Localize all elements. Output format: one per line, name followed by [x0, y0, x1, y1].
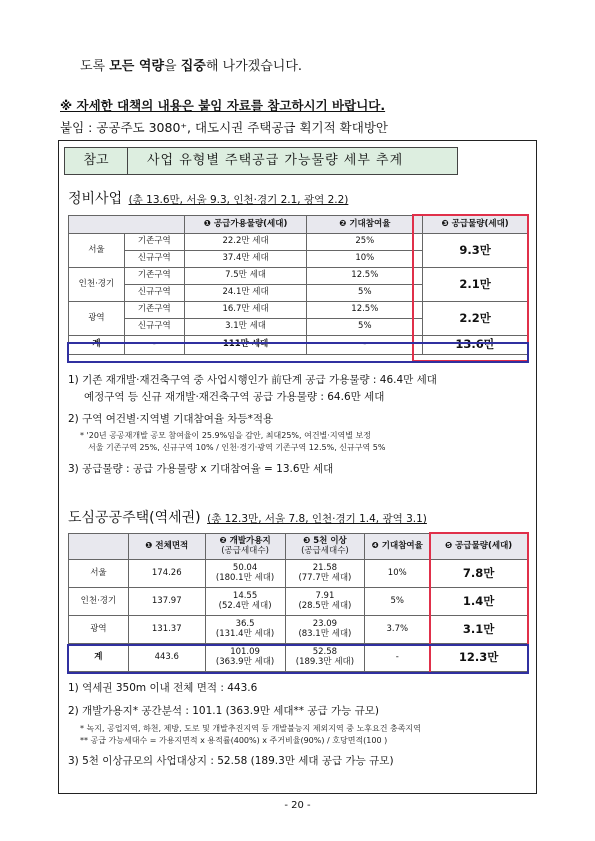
type-cell: 기존구역	[124, 302, 184, 319]
region-cell: 광역	[69, 616, 129, 644]
header-dev: ❷ 개발가용지 (공급세대수)	[205, 534, 285, 560]
result-cell: 3.1만	[430, 616, 528, 644]
region-cell: 서울	[69, 234, 125, 268]
total-type: -	[124, 336, 184, 355]
total-row	[69, 336, 528, 355]
table-header-row	[69, 216, 528, 234]
result-cell: 2.1만	[423, 268, 528, 302]
header-result: ❸ 공급물량(세대)	[423, 216, 528, 234]
type-cell: 기존구역	[124, 234, 184, 251]
result-cell: 2.2만	[423, 302, 528, 336]
dev-cell: 14.55 (52.4만 세대)	[205, 588, 285, 616]
section2-table	[68, 533, 528, 672]
region-cell: 서울	[69, 560, 129, 588]
section2-summary: (총 12.3만, 서울 7.8, 인천·경기 1.4, 광역 3.1)	[207, 513, 427, 525]
dev-cell: 50.04 (180.1만 세대)	[205, 560, 285, 588]
rate-cell: 3.7%	[365, 616, 430, 644]
rate-cell: 12.5%	[307, 268, 423, 285]
rate-cell: 5%	[307, 319, 423, 336]
total-result: 12.3만	[430, 644, 528, 672]
header-area: ❶ 전체면적	[128, 534, 205, 560]
region-cell: 인천·경기	[69, 268, 125, 302]
supply-cell: 7.5만 세대	[184, 268, 307, 285]
type-cell: 신규구역	[124, 251, 184, 268]
region-cell: 인천·경기	[69, 588, 129, 616]
note1b: 예정구역 등 신규 재개발·재건축구역 공급 가용물량 : 64.6만 세대	[84, 391, 385, 403]
supply-cell: 37.4만 세대	[184, 251, 307, 268]
table-row	[69, 560, 528, 588]
result-cell: 1.4만	[430, 588, 528, 616]
table-row	[69, 588, 528, 616]
reference-tag: 참고	[65, 148, 128, 174]
region-cell: 광역	[69, 302, 125, 336]
over-cell: 21.58 (77.7만 세대)	[285, 560, 365, 588]
area-cell: 137.97	[128, 588, 205, 616]
rate-cell: 10%	[365, 560, 430, 588]
table-row	[69, 234, 528, 251]
dev-cell: 36.5 (131.4만 세대)	[205, 616, 285, 644]
footnote1: * 녹지, 공업지역, 하천, 제방, 도로 및 개발추진지역 등 개발불능지 제외지역 중 노후요건 충족지역	[80, 724, 421, 733]
area-cell: 131.37	[128, 616, 205, 644]
section1-summary: (총 13.6만, 서울 9.3, 인천·경기 2.1, 광역 2.2)	[128, 194, 349, 206]
note3: 3) 5천 이상규모의 사업대상지 : 52.58 (189.3만 세대 공급 가능 규모)	[68, 755, 394, 767]
total-row	[69, 644, 528, 672]
header-empty	[69, 216, 185, 234]
page-number: - 20 -	[284, 800, 311, 811]
rate-cell: 25%	[307, 234, 423, 251]
note2: 2) 개발가용지* 공간분석 : 101.1 (363.9만 세대** 공급 가능 규모)	[68, 705, 379, 717]
total-label: 계	[69, 336, 125, 355]
supply-cell: 16.7만 세대	[184, 302, 307, 319]
result-cell: 7.8만	[430, 560, 528, 588]
dev-cell: 101.09 (363.9만 세대)	[205, 644, 285, 672]
supply-cell: 3.1만 세대	[184, 319, 307, 336]
over-cell: 52.58 (189.3만 세대)	[285, 644, 365, 672]
rate-cell: 12.5%	[307, 302, 423, 319]
section2-heading	[68, 507, 427, 527]
section1-table	[68, 215, 528, 355]
reference-title: 사업 유형별 주택공급 가능물량 세부 추계	[147, 153, 404, 168]
section1-heading	[68, 188, 348, 208]
intro-line: 도록 모든 역량을 집중해 나가겠습니다.	[80, 59, 303, 74]
footnote2: 서울 기존구역 25%, 신규구역 10% / 인천·경기·광역 기존구역 12.5%, 신규구역 5%	[88, 443, 386, 452]
table-header-row	[69, 534, 528, 560]
header-supply: ❶ 공급가용물량(세대)	[184, 216, 307, 234]
section2-notes	[68, 680, 533, 770]
table-row	[69, 268, 528, 285]
type-cell: 신규구역	[124, 319, 184, 336]
header-empty	[69, 534, 129, 560]
rate-cell: -	[365, 644, 430, 672]
notice-line: ※ 자세한 대책의 내용은 붙임 자료를 참고하시기 바랍니다.	[60, 98, 386, 113]
rate-cell: 5%	[365, 588, 430, 616]
attachment-line: 붙임 : 공공주도 3080⁺, 대도시권 주택공급 획기적 확대방안	[60, 120, 388, 135]
header-rate: ❷ 기대참여율	[307, 216, 423, 234]
total-supply: 111만 세대	[184, 336, 307, 355]
note3: 3) 공급물량 : 공급 가용물량 x 기대참여율 = 13.6만 세대	[68, 463, 334, 475]
result-cell: 9.3만	[423, 234, 528, 268]
over-cell: 23.09 (83.1만 세대)	[285, 616, 365, 644]
area-cell: 174.26	[128, 560, 205, 588]
section1-notes	[68, 372, 533, 478]
footnote1: * '20년 공공재개발 공모 참여율이 25.9%임을 감안, 최대25%, 여건별·지역별 보정	[80, 431, 372, 440]
type-cell: 기존구역	[124, 268, 184, 285]
section1-title: 정비사업	[68, 191, 123, 207]
table-row	[69, 616, 528, 644]
section2-title: 도심공공주택(역세권)	[68, 510, 201, 526]
supply-cell: 24.1만 세대	[184, 285, 307, 302]
supply-cell: 22.2만 세대	[184, 234, 307, 251]
note1a: 1) 기존 재개발·재건축구역 중 사업시행인가 前단계 공급 가용물량 : 46.4만 세대	[68, 374, 437, 386]
header-over: ❸ 5천 이상 (공급세대수)	[285, 534, 365, 560]
reference-header	[64, 147, 458, 175]
total-rate: -	[307, 336, 423, 355]
note2: 2) 구역 여건별·지역별 기대참여율 차등*적용	[68, 413, 274, 425]
table-row	[69, 302, 528, 319]
header-result: ❺ 공급물량(세대)	[430, 534, 528, 560]
type-cell: 신규구역	[124, 285, 184, 302]
over-cell: 7.91 (28.5만 세대)	[285, 588, 365, 616]
header-rate: ❹ 기대참여율	[365, 534, 430, 560]
rate-cell: 10%	[307, 251, 423, 268]
footnote2: ** 공급 가능세대수 = 가용지면적 x 용적률(400%) x 주거비율(90%) / 호당면적(100 )	[80, 736, 388, 745]
area-cell: 443.6	[128, 644, 205, 672]
rate-cell: 5%	[307, 285, 423, 302]
note1: 1) 역세권 350m 이내 전체 면적 : 443.6	[68, 682, 258, 694]
total-result: 13.6만	[423, 336, 528, 355]
total-label: 계	[69, 644, 129, 672]
